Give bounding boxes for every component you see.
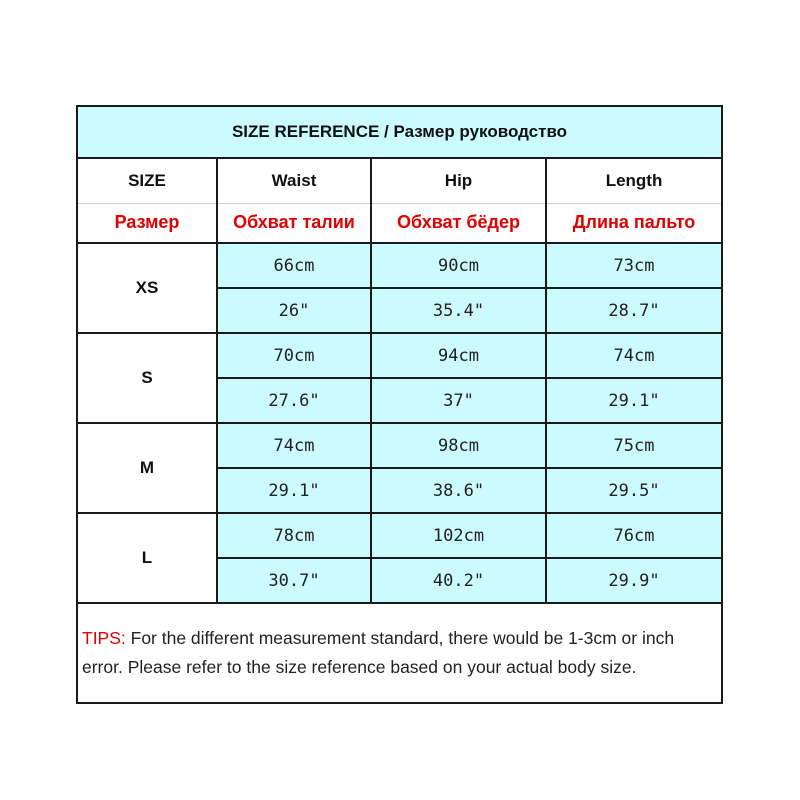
- header-length-en: Length: [605, 170, 663, 190]
- table-row: [77, 333, 722, 378]
- waist-cm: 74cm: [217, 423, 371, 468]
- length-cm: 74cm: [546, 333, 722, 378]
- hip-inch: 38.6": [371, 468, 546, 513]
- waist-inch: 30.7": [217, 558, 371, 603]
- tips-text: For the different measurement standard, there would be 1-3cm or inch error. Please refer to the size reference based on your actual body size.: [82, 628, 675, 677]
- header-waist-en: Waist: [271, 170, 317, 190]
- length-inch: 28.7": [546, 288, 722, 333]
- waist-cm: 66cm: [217, 243, 371, 288]
- header-row-en: [77, 158, 722, 203]
- header-size-ru-cell: [77, 203, 217, 243]
- table-title: SIZE REFERENCE / Размер руководство: [77, 106, 722, 158]
- header-length-cell: [546, 158, 722, 203]
- header-waist-cell: [217, 158, 371, 203]
- hip-cm: 102cm: [371, 513, 546, 558]
- waist-inch: 26": [217, 288, 371, 333]
- header-hip-cell: [371, 158, 546, 203]
- size-label: M: [77, 423, 217, 513]
- header-size-cell: [77, 158, 217, 203]
- length-cm: 76cm: [546, 513, 722, 558]
- hip-inch: 40.2": [371, 558, 546, 603]
- tips-label: TIPS:: [82, 628, 126, 648]
- header-hip-ru-cell: [371, 203, 546, 243]
- waist-cm: 78cm: [217, 513, 371, 558]
- hip-cm: 94cm: [371, 333, 546, 378]
- title-row: [77, 106, 722, 158]
- length-inch: 29.5": [546, 468, 722, 513]
- tips-row: [77, 603, 722, 703]
- waist-inch: 27.6": [217, 378, 371, 423]
- header-size-en: SIZE: [128, 170, 166, 190]
- header-waist-ru-cell: [217, 203, 371, 243]
- waist-inch: 29.1": [217, 468, 371, 513]
- header-waist-ru: Обхват талии: [233, 212, 355, 233]
- table-row: [77, 513, 722, 558]
- hip-inch: 35.4": [371, 288, 546, 333]
- hip-cm: 98cm: [371, 423, 546, 468]
- size-reference-table: [76, 105, 723, 704]
- header-hip-en: Hip: [444, 170, 473, 190]
- header-length-ru: Длина пальто: [572, 212, 696, 233]
- size-label: XS: [77, 243, 217, 333]
- hip-cm: 90cm: [371, 243, 546, 288]
- tips-cell: [77, 603, 722, 703]
- header-row-ru: [77, 203, 722, 243]
- size-label: S: [77, 333, 217, 423]
- header-hip-ru: Обхват бёдер: [397, 212, 520, 233]
- length-cm: 75cm: [546, 423, 722, 468]
- length-inch: 29.1": [546, 378, 722, 423]
- length-cm: 73cm: [546, 243, 722, 288]
- header-length-ru-cell: [546, 203, 722, 243]
- waist-cm: 70cm: [217, 333, 371, 378]
- header-size-ru: Размер: [114, 212, 180, 233]
- length-inch: 29.9": [546, 558, 722, 603]
- table-row: [77, 423, 722, 468]
- size-label: L: [77, 513, 217, 603]
- hip-inch: 37": [371, 378, 546, 423]
- table-row: [77, 243, 722, 288]
